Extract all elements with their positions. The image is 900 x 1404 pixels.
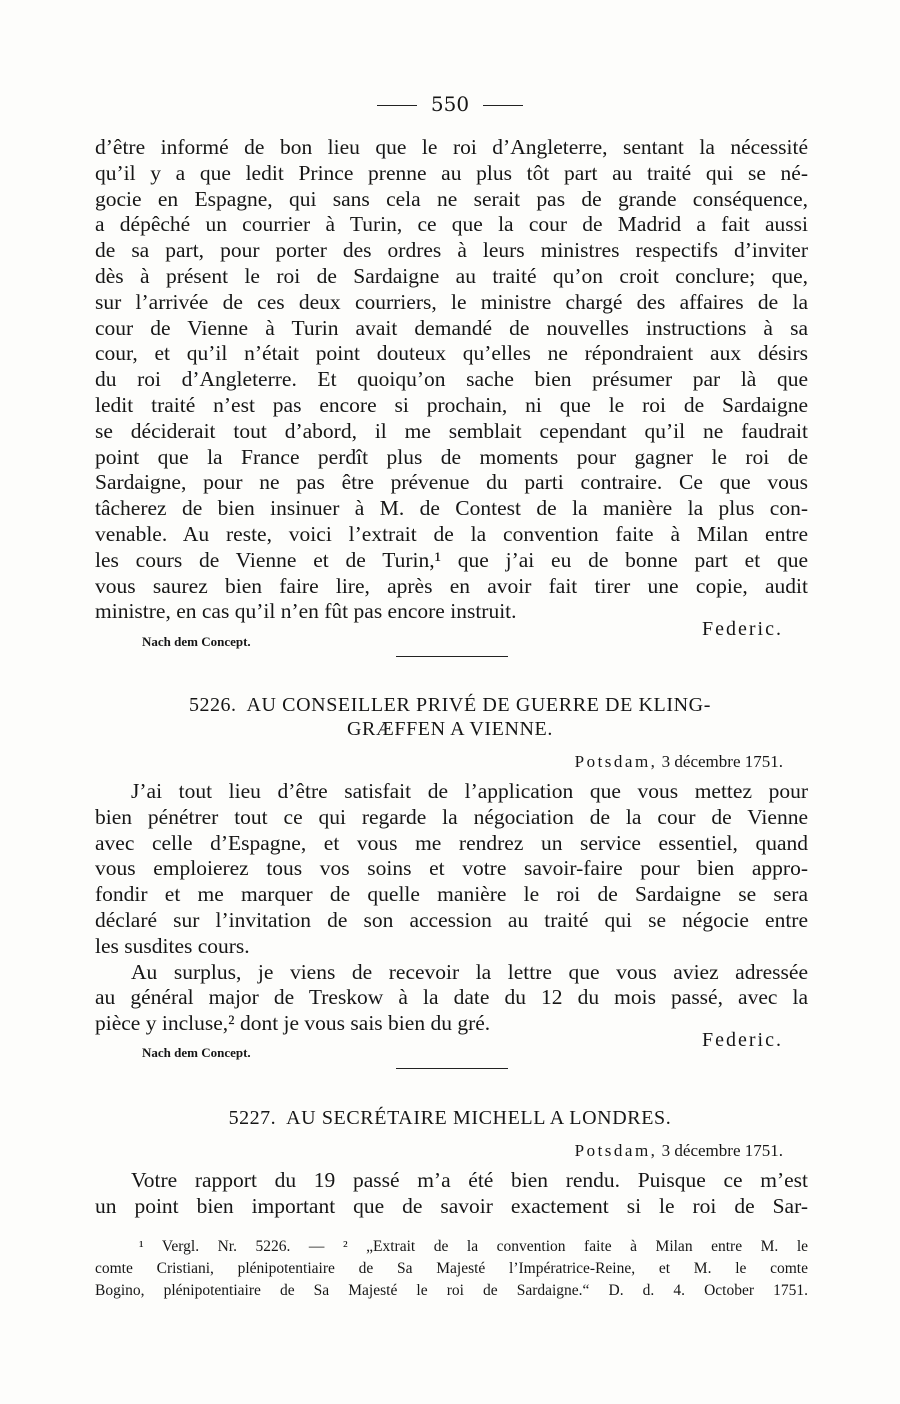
letter-heading <box>0 1106 900 1130</box>
heading-line2: GRÆFFEN A VIENNE. <box>347 718 553 740</box>
text-line: cour, et qu’il n’était point douteux qu’elles ne répondraient aux désirs <box>95 341 808 366</box>
letter-heading <box>0 693 900 717</box>
date-text: 3 décembre 1751. <box>661 752 783 771</box>
page-header <box>0 92 900 116</box>
text-line: se déciderait tout d’abord, il me semblait cependant qu’il ne faudrait <box>95 418 808 443</box>
text-line: ledit traité n’est pas encore si prochain, ni que le roi de Sardaigne <box>95 392 808 417</box>
letter-5225-body <box>95 135 808 625</box>
text-line: cour de Vienne à Turin avait demandé de nouvelles instructions à sa <box>95 315 808 340</box>
dateline <box>575 1141 783 1161</box>
footnote-line: comte Cristiani, plénipotentiaire de Sa Majesté l’Impératrice-Reine, et M. le comte <box>95 1260 808 1277</box>
letter-number: 5226. <box>189 694 237 716</box>
text-line: les cours de Vienne et de Turin,¹ que j’ai eu de bonne part et que <box>95 547 808 572</box>
text-line: bien pénétrer tout ce qui regarde la négociation de la cour de Vienne <box>95 804 808 829</box>
footnotes <box>95 1236 808 1302</box>
date-place: Potsdam, <box>574 1141 658 1160</box>
text-line: tâcherez de bien insinuer à M. de Contest de la manière la plus con- <box>95 496 808 521</box>
text-line: pièce y incluse,² dont je vous sais bien du gré. <box>95 1011 491 1036</box>
text-line: de sa part, pour porter des ordres à leurs ministres respectifs d’inviter <box>95 238 808 263</box>
signature: Federic. <box>702 1029 783 1051</box>
text-line: Au surplus, je viens de recevoir la lettre que vous aviez adressée <box>131 959 808 984</box>
text-line: venable. Au reste, voici l’extrait de la convention faite à Milan entre <box>95 521 808 546</box>
source-note: Nach dem Concept. <box>142 1045 251 1060</box>
letter-5226-body <box>95 779 808 1037</box>
text-line: a dépêché un courrier à Turin, ce que la cour de Madrid a fait aussi <box>95 212 808 237</box>
letter-number: 5227. <box>228 1107 277 1129</box>
heading-line1: AU SECRÉTAIRE MICHELL A LONDRES. <box>286 1107 672 1129</box>
text-line: gocie en Espagne, qui sans cela ne serait pas de grande conséquence, <box>95 186 808 211</box>
source-note: Nach dem Concept. <box>142 634 251 649</box>
text-line: fondir et me marquer de quelle manière le roi de Sardaigne se sera <box>95 882 808 907</box>
letter-heading-continued <box>0 717 900 741</box>
text-line: vous saurez bien faire lire, après en avoir fait tirer une copie, audit <box>95 573 808 598</box>
text-line: Votre rapport du 19 passé m’a été bien rendu. Puisque ce m’est <box>131 1168 808 1192</box>
text-line: dès à présent le roi de Sardaigne au traité qu’on croit conclure; que, <box>95 263 808 288</box>
text-line: les susdites cours. <box>95 933 250 958</box>
section-divider <box>396 1068 508 1069</box>
text-line: qu’il y a que ledit Prince prenne au plus tôt part au traité qui se né- <box>95 160 808 185</box>
date-text: 3 décembre 1751. <box>661 1141 783 1160</box>
text-line: un point bien important que de savoir exactement si le roi de Sar- <box>95 1193 808 1218</box>
dateline <box>575 752 783 772</box>
section-divider <box>396 656 508 657</box>
letter-5227-body <box>95 1168 808 1220</box>
text-line: Sardaigne, pour ne pas être prévenue du parti contraire. Ce que vous <box>95 470 808 495</box>
signature: Federic. <box>702 618 783 640</box>
header-dash-right <box>483 105 523 106</box>
page-number: 550 <box>430 92 470 116</box>
text-line: d’être informé de bon lieu que le roi d’Angleterre, sentant la nécessité <box>95 135 808 159</box>
text-line: point que la France perdît plus de moments pour gagner le roi de <box>95 444 808 469</box>
footnote-line: Bogino, plénipotentiaire de Sa Majesté le roi de Sardaigne.“ D. d. 4. October 1751. <box>95 1282 808 1299</box>
date-place: Potsdam, <box>574 752 658 771</box>
heading-line1: AU CONSEILLER PRIVÉ DE GUERRE DE KLING- <box>246 694 711 716</box>
text-line: J’ai tout lieu d’être satisfait de l’application que vous mettez pour <box>131 779 808 803</box>
text-line: du roi d’Angleterre. Et quoiqu’on sache bien présumer par là que <box>95 367 808 392</box>
footnote-line: ¹ Vergl. Nr. 5226. — ² „Extrait de la convention faite à Milan entre M. le <box>139 1238 808 1255</box>
text-line: au général major de Treskow à la date du 12 du mois passé, avec la <box>95 985 808 1010</box>
text-line: déclaré sur l’invitation de son accession au traité qui se négocie entre <box>95 907 808 932</box>
header-dash-left <box>377 105 417 106</box>
text-line: ministre, en cas qu’il n’en fût pas encore instruit. <box>95 599 517 624</box>
text-line: sur l’arrivée de ces deux courriers, le ministre chargé des affaires de la <box>95 289 808 314</box>
text-line: vous emploierez tous vos soins et votre savoir-faire pour bien appro- <box>95 856 808 881</box>
text-line: avec celle d’Espagne, et vous me rendrez un service essentiel, quand <box>95 830 808 855</box>
